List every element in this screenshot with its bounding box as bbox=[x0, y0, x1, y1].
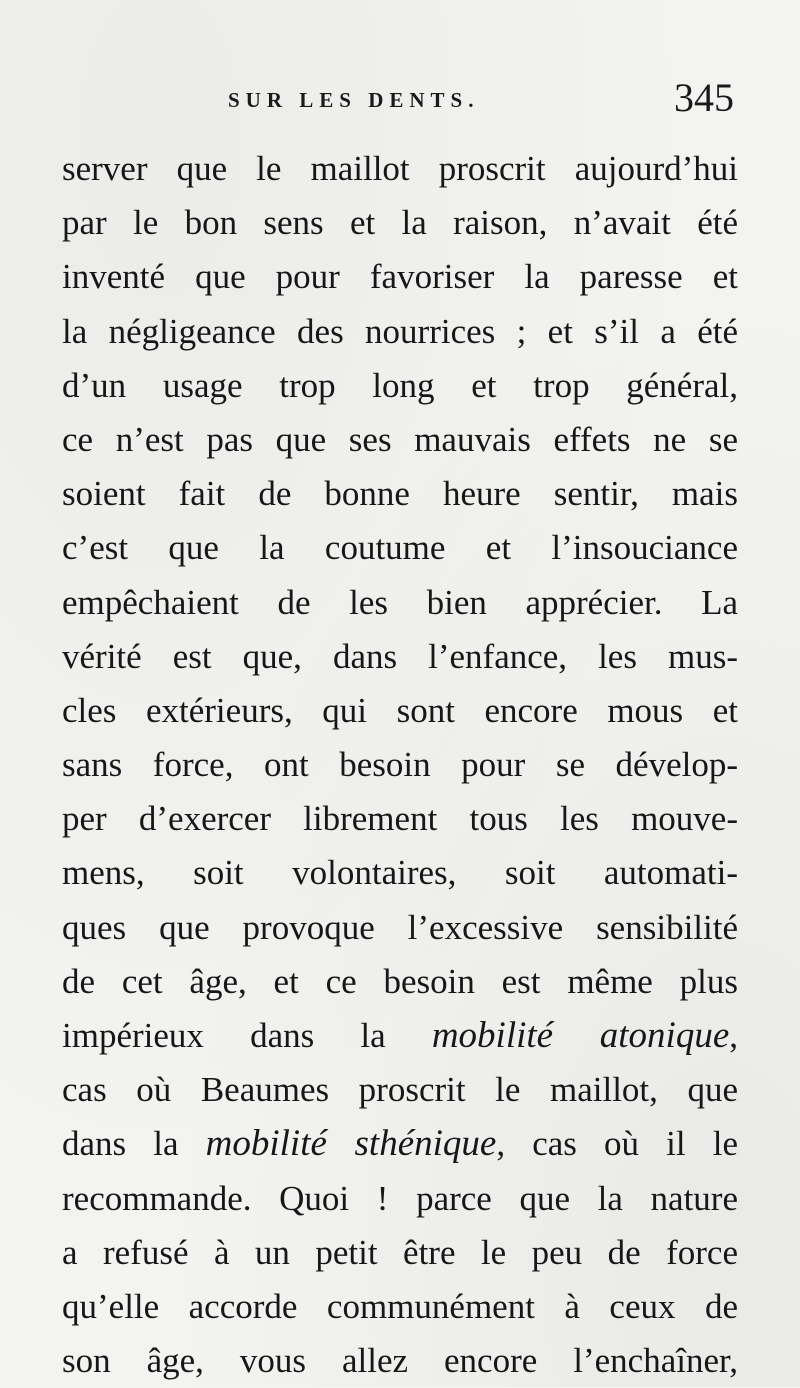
text-line bbox=[62, 684, 738, 738]
text-line bbox=[62, 467, 738, 521]
text-line bbox=[62, 1280, 738, 1334]
text-line bbox=[62, 305, 738, 359]
text-run: c’est que la coutume et l’insouciance bbox=[62, 528, 738, 568]
text-line bbox=[62, 955, 738, 1009]
text-line bbox=[62, 359, 738, 413]
text-run: , cas où il le bbox=[496, 1124, 738, 1164]
text-run: dans la bbox=[62, 1124, 206, 1164]
text-run: a refusé à un petit être le peu de force bbox=[62, 1232, 738, 1272]
text-line bbox=[62, 250, 738, 304]
text-line bbox=[62, 196, 738, 250]
text-run: vérité est que, dans l’enfance, les mus- bbox=[62, 636, 738, 676]
text-line bbox=[62, 1172, 738, 1226]
text-run: ce n’est pas que ses mauvais effets ne se bbox=[62, 419, 738, 459]
text-run: server que le maillot proscrit aujourd’hui bbox=[62, 149, 738, 188]
text-run: recommande. Quoi ! parce que la nature bbox=[62, 1178, 738, 1218]
text-line bbox=[62, 1117, 738, 1171]
text-run: son âge, vous allez encore l’enchaîner, bbox=[62, 1341, 738, 1381]
text-line bbox=[62, 576, 738, 630]
text-run: d’un usage trop long et trop général, bbox=[62, 365, 738, 405]
text-run: sans force, ont besoin pour se dévelop- bbox=[62, 745, 738, 785]
text-run: ques que provoque l’excessive sensibilité bbox=[62, 907, 738, 947]
italic-term: mobilité atonique bbox=[431, 1015, 730, 1056]
text-line bbox=[62, 521, 738, 575]
page-number: 345 bbox=[674, 75, 734, 120]
text-run: par le bon sens et la raison, n’avait été bbox=[62, 203, 738, 243]
text-run: cas où Beaumes proscrit le maillot, que bbox=[62, 1070, 738, 1110]
body-text bbox=[62, 142, 738, 1388]
text-run: impérieux dans la bbox=[62, 1016, 432, 1055]
text-line bbox=[62, 1009, 738, 1063]
running-head: SUR LES DENTS. bbox=[228, 88, 480, 112]
text-line bbox=[62, 1063, 738, 1117]
text-line bbox=[62, 846, 738, 900]
text-run: mens, soit volontaires, soit automati- bbox=[62, 853, 738, 893]
text-run: de cet âge, et ce besoin est même plus bbox=[62, 961, 738, 1001]
text-line bbox=[62, 1334, 738, 1388]
text-line bbox=[62, 901, 738, 955]
text-run: empêchaient de les bien apprécier. La bbox=[62, 582, 738, 622]
text-run: qu’elle accorde communément à ceux de bbox=[62, 1286, 738, 1326]
text-run: cles extérieurs, qui sont encore mous et bbox=[62, 690, 738, 730]
italic-term: mobilité sthénique bbox=[205, 1123, 497, 1165]
text-line bbox=[62, 142, 738, 196]
text-line bbox=[62, 630, 738, 684]
text-run: , bbox=[729, 1016, 738, 1055]
text-run: la négligeance des nourrices ; et s’il a été bbox=[62, 311, 738, 351]
text-run: inventé que pour favoriser la paresse et bbox=[62, 257, 738, 297]
text-line bbox=[62, 1226, 738, 1280]
text-line bbox=[62, 413, 738, 467]
text-run: per d’exercer librement tous les mouve- bbox=[62, 799, 738, 839]
text-line bbox=[62, 792, 738, 846]
text-run: soient fait de bonne heure sentir, mais bbox=[62, 474, 738, 514]
text-line bbox=[62, 738, 738, 792]
